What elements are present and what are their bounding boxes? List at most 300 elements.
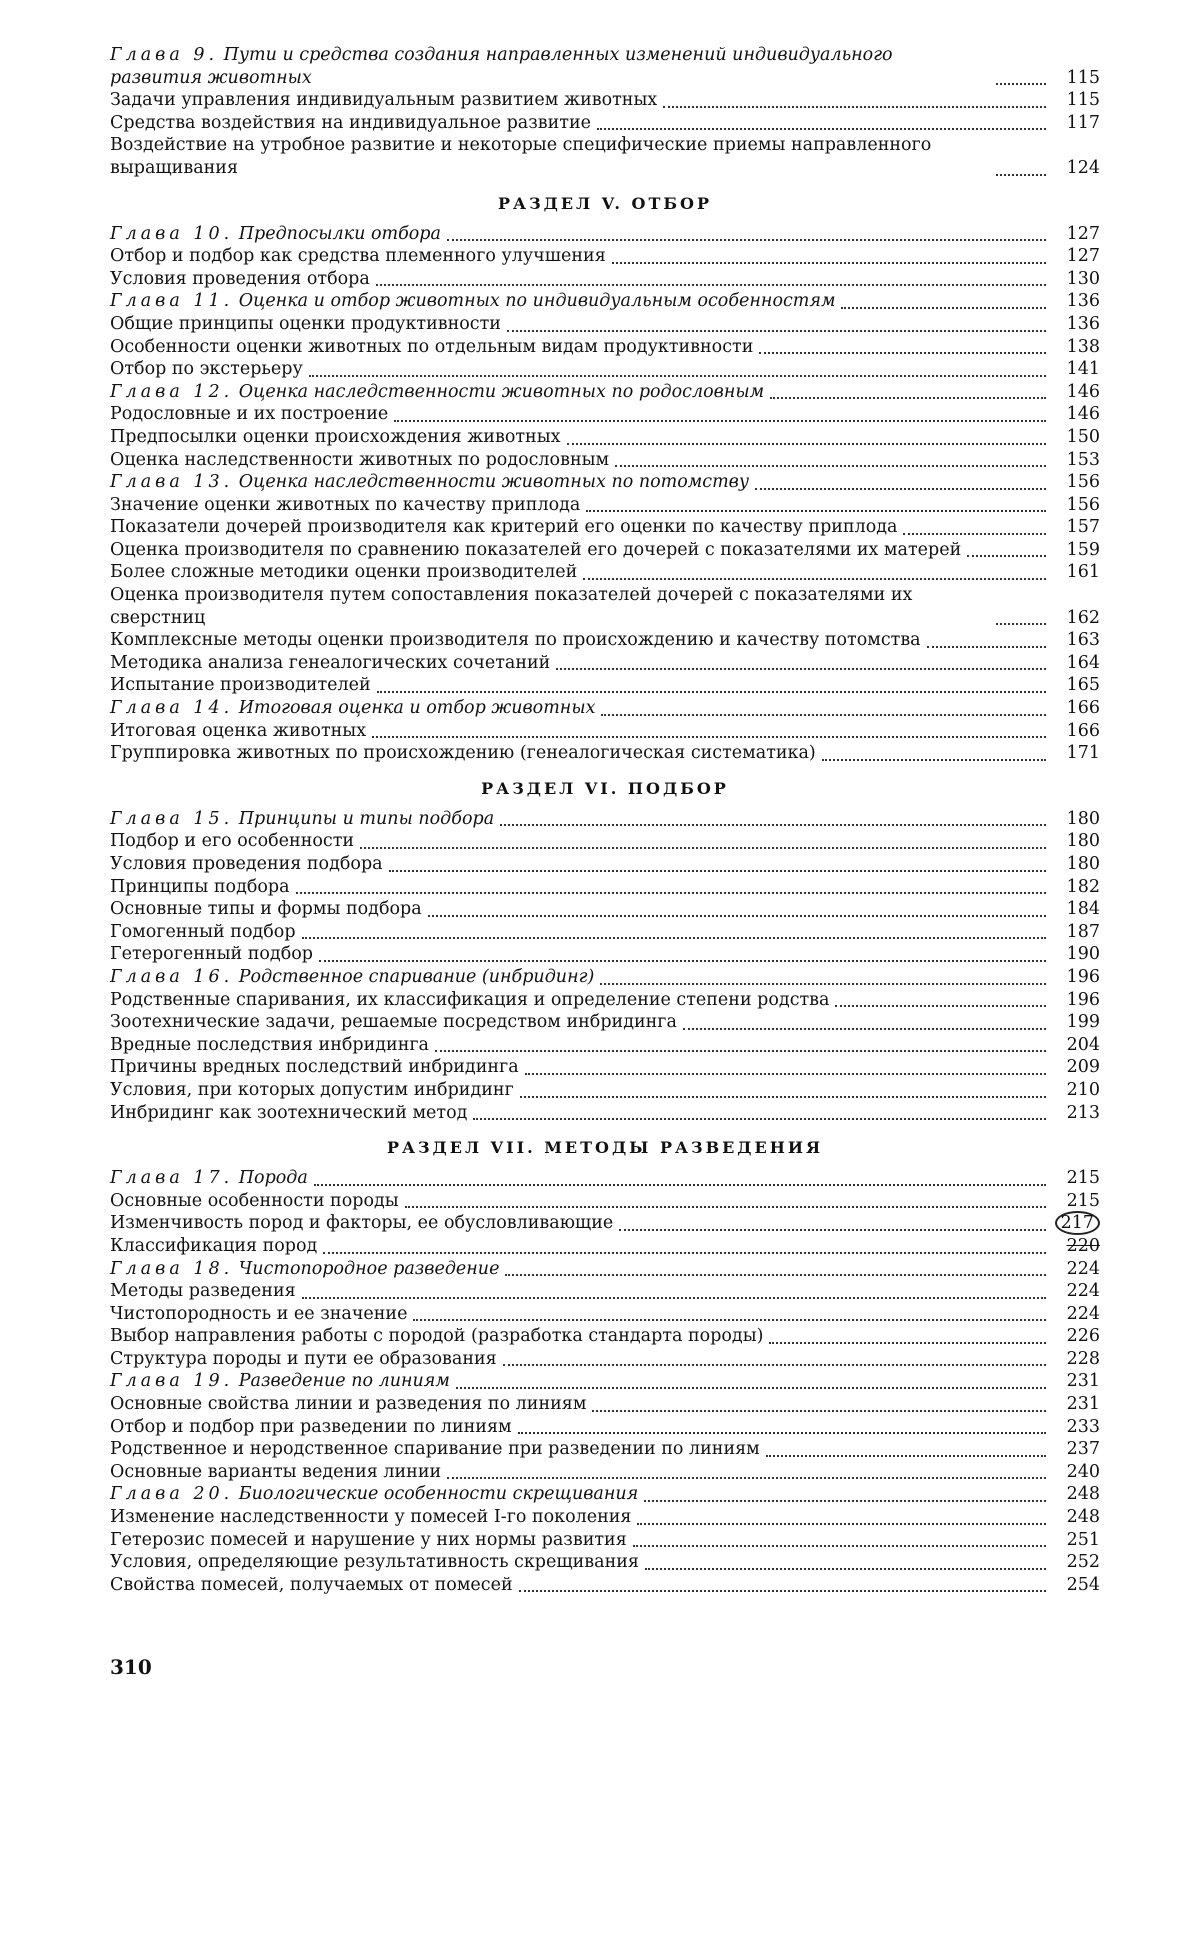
toc-entry[interactable] xyxy=(110,313,1100,336)
toc-entry[interactable] xyxy=(110,561,1100,584)
page-number: 310 xyxy=(110,1655,152,1679)
page-ref-value: 153 xyxy=(1066,449,1100,470)
toc-chapter[interactable] xyxy=(110,1167,1100,1190)
entry-title: Условия, определяющие результативность скрещивания xyxy=(110,1552,639,1573)
entry-title: Показатели дочерей производителя как критерий его оценки по качеству приплода xyxy=(110,517,898,538)
page-ref xyxy=(1052,830,1100,853)
toc-chapter[interactable] xyxy=(110,290,1100,313)
page-ref xyxy=(1052,1034,1100,1057)
leader-dots xyxy=(394,410,1046,422)
page-ref xyxy=(1052,607,1100,630)
toc-entry[interactable] xyxy=(110,742,1100,765)
page-ref-value: 171 xyxy=(1066,743,1100,764)
page-ref xyxy=(1052,921,1100,944)
entry-title: Чистопородность и ее значение xyxy=(110,1303,408,1324)
entry-title: Значение оценки животных по качеству приплода xyxy=(110,494,581,515)
toc-entry[interactable] xyxy=(110,1325,1100,1348)
page-ref xyxy=(1052,89,1100,112)
toc-entry[interactable] xyxy=(110,134,1100,179)
toc-entry[interactable] xyxy=(110,898,1100,921)
page-ref-value: 248 xyxy=(1066,1484,1100,1505)
toc-entry[interactable] xyxy=(110,1529,1100,1552)
toc-entry[interactable] xyxy=(110,1506,1100,1529)
chapter-number: Глава 19. xyxy=(110,1371,234,1392)
toc-entry[interactable] xyxy=(110,336,1100,359)
chapter-title: Оценка и отбор животных по индивидуальным особенностям xyxy=(238,291,836,312)
leader-dots xyxy=(663,96,1046,108)
entry-title: Более сложные методики оценки производителей xyxy=(110,562,578,583)
toc-entry[interactable] xyxy=(110,358,1100,381)
entry-title: Выбор направления работы с породой (разработка стандарта породы) xyxy=(110,1326,764,1347)
page-ref-value: 136 xyxy=(1066,313,1100,334)
toc-entry[interactable] xyxy=(110,268,1100,291)
page-ref xyxy=(1052,943,1100,966)
toc-entry[interactable] xyxy=(110,1056,1100,1079)
chapter-number: Глава 10. xyxy=(110,223,234,244)
toc-chapter[interactable] xyxy=(110,471,1100,494)
chapter-number: Глава 16. xyxy=(110,966,234,987)
leader-dots xyxy=(323,1242,1046,1254)
leader-dots xyxy=(447,229,1046,241)
page-ref-value: 190 xyxy=(1066,944,1100,965)
page-ref xyxy=(1052,223,1100,246)
page-ref xyxy=(1052,539,1100,562)
page-ref-value: 165 xyxy=(1066,675,1100,696)
entry-title: Оценка производителя путем сопоставления показателей дочерей с показателями их сверстниц xyxy=(110,585,913,628)
page-ref-value: 248 xyxy=(1066,1507,1100,1528)
leader-dots xyxy=(505,1264,1046,1276)
page-ref xyxy=(1052,1167,1100,1190)
leader-dots xyxy=(360,837,1046,849)
page-ref xyxy=(1052,336,1100,359)
leader-dots xyxy=(520,1086,1046,1098)
page-ref xyxy=(1052,67,1100,90)
toc-entry[interactable] xyxy=(110,1034,1100,1057)
page-ref xyxy=(1052,1551,1100,1574)
page-ref-value: 127 xyxy=(1066,223,1100,244)
leader-dots xyxy=(927,636,1046,648)
leader-dots xyxy=(567,433,1046,445)
page-ref xyxy=(1052,652,1100,675)
leader-dots xyxy=(447,1467,1046,1479)
toc-entry[interactable] xyxy=(110,112,1100,135)
page-ref-value: 180 xyxy=(1066,831,1100,852)
leader-dots xyxy=(473,1108,1046,1120)
toc-entry[interactable] xyxy=(110,830,1100,853)
toc-entry[interactable] xyxy=(110,1079,1100,1102)
entry-title: Условия проведения подбора xyxy=(110,854,383,874)
page-ref-value: 215 xyxy=(1066,1190,1100,1211)
entry-title: Гомогенный подбор xyxy=(110,921,296,942)
page-ref-value: 156 xyxy=(1066,472,1100,493)
leader-dots xyxy=(377,681,1046,693)
leader-dots xyxy=(583,568,1046,580)
entry-title: Зоотехнические задачи, решаемые посредством инбридинга xyxy=(110,1012,677,1033)
toc-entry[interactable] xyxy=(110,403,1100,426)
page-ref-value: 231 xyxy=(1066,1394,1100,1415)
page-ref xyxy=(1052,808,1100,831)
page-ref-value: 138 xyxy=(1066,336,1100,357)
page-ref xyxy=(1052,403,1100,426)
toc-entry[interactable] xyxy=(110,674,1100,697)
page-ref-value: 220 xyxy=(1066,1235,1100,1256)
leader-dots xyxy=(755,478,1046,490)
page-ref xyxy=(1052,1348,1100,1371)
toc-entry[interactable] xyxy=(110,921,1100,944)
page-ref xyxy=(1052,1529,1100,1552)
toc-entry[interactable] xyxy=(110,943,1100,966)
toc-chapter[interactable] xyxy=(110,44,1100,89)
section-heading: РАЗДЕЛ V. ОТБОР xyxy=(498,193,712,213)
leader-dots xyxy=(456,1377,1046,1389)
toc-entry[interactable] xyxy=(110,1461,1100,1484)
entry-title: Оценка производителя по сравнению показателей его дочерей с показателями их матерей xyxy=(110,539,962,560)
chapter-title: Оценка наследственности животных по потомству xyxy=(238,472,749,493)
entry-title: Родственное и неродственное спаривание при разведении по линиям xyxy=(110,1439,760,1460)
entry-title: Основные свойства линии и разведения по линиям xyxy=(110,1394,587,1415)
leader-dots xyxy=(302,1287,1046,1299)
toc-entry[interactable] xyxy=(110,516,1100,539)
toc-entry[interactable] xyxy=(110,853,1100,876)
leader-dots xyxy=(841,297,1046,309)
toc-entry[interactable] xyxy=(110,720,1100,743)
section-heading: РАЗДЕЛ VII. МЕТОДЫ РАЗВЕДЕНИЯ xyxy=(386,1138,824,1158)
page-ref-value: 117 xyxy=(1066,112,1100,133)
entry-title: Изменение наследственности у помесей I-го поколения xyxy=(110,1507,632,1528)
toc-entry[interactable] xyxy=(110,1280,1100,1303)
page-ref-value: 224 xyxy=(1066,1258,1100,1279)
page-ref-value: 217 xyxy=(1055,1211,1100,1235)
page-ref xyxy=(1052,1303,1100,1326)
toc-entry[interactable] xyxy=(110,1212,1100,1235)
entry-title: Родственные спаривания, их классификация и определение степени родства xyxy=(110,989,830,1010)
page-ref-value: 233 xyxy=(1066,1416,1100,1437)
leader-dots xyxy=(592,1400,1046,1412)
page-ref-value: 156 xyxy=(1066,494,1100,515)
toc-entry[interactable] xyxy=(110,449,1100,472)
page-ref xyxy=(1052,561,1100,584)
leader-dots xyxy=(597,118,1046,130)
page-ref-value: 209 xyxy=(1066,1057,1100,1078)
leader-dots xyxy=(633,1535,1046,1547)
leader-dots xyxy=(435,1040,1046,1052)
leader-dots xyxy=(996,73,1046,85)
toc-entry[interactable] xyxy=(110,1190,1100,1213)
page-ref xyxy=(1052,674,1100,697)
page-ref xyxy=(1052,966,1100,989)
leader-dots xyxy=(518,1422,1046,1434)
page-ref xyxy=(1052,157,1100,180)
page-ref xyxy=(1052,1235,1100,1258)
page-ref-value: 124 xyxy=(1066,157,1100,178)
page-ref-value: 251 xyxy=(1066,1529,1100,1550)
toc-entry[interactable] xyxy=(110,1011,1100,1034)
entry-title: Отбор и подбор при разведении по линиям xyxy=(110,1416,512,1437)
toc-chapter[interactable] xyxy=(110,223,1100,246)
chapter-title: Разведение по линиям xyxy=(238,1371,450,1392)
entry-title: Средства воздействия на индивидуальное развитие xyxy=(110,112,591,133)
chapter-title: Оценка наследственности животных по родословным xyxy=(238,381,765,402)
entry-title: Отбор по экстерьеру xyxy=(110,359,303,380)
page-ref xyxy=(1052,358,1100,381)
entry-title: Воздействие на утробное развитие и некоторые специфические приемы направленного выращивания xyxy=(110,135,932,178)
leader-dots xyxy=(644,1490,1046,1502)
page-ref-value: 226 xyxy=(1066,1326,1100,1347)
leader-dots xyxy=(319,950,1046,962)
toc-chapter[interactable] xyxy=(110,1370,1100,1393)
chapter-number: Глава 17. xyxy=(110,1168,234,1189)
page-ref-value: 215 xyxy=(1066,1168,1100,1189)
leader-dots xyxy=(309,365,1046,377)
toc-chapter[interactable] xyxy=(110,1483,1100,1506)
page-ref xyxy=(1052,876,1100,899)
page-ref xyxy=(1052,1370,1100,1393)
entry-title: Особенности оценки животных по отдельным видам продуктивности xyxy=(110,336,754,357)
leader-dots xyxy=(615,455,1046,467)
leader-dots xyxy=(500,814,1046,826)
page-ref-value: 157 xyxy=(1066,517,1100,538)
toc-entry[interactable] xyxy=(110,1393,1100,1416)
page-ref-value: 162 xyxy=(1066,607,1100,628)
chapter-title: Чистопородное разведение xyxy=(238,1258,500,1279)
entry-title: Итоговая оценка животных xyxy=(110,720,367,741)
toc-entry[interactable] xyxy=(110,426,1100,449)
leader-dots xyxy=(903,523,1046,535)
page-ref-value: 166 xyxy=(1066,698,1100,719)
leader-dots xyxy=(645,1558,1046,1570)
toc-entry[interactable] xyxy=(110,584,1100,629)
page-ref xyxy=(1052,449,1100,472)
chapter-title: Порода xyxy=(238,1168,308,1189)
page-ref xyxy=(1052,720,1100,743)
entry-title: Испытание производителей xyxy=(110,675,371,696)
page-ref-value: 182 xyxy=(1066,876,1100,897)
page-ref xyxy=(1052,245,1100,268)
page-ref xyxy=(1052,112,1100,135)
page-ref-value: 146 xyxy=(1066,404,1100,425)
page-ref xyxy=(1052,1393,1100,1416)
page-ref xyxy=(1052,1212,1100,1235)
leader-dots xyxy=(314,1174,1046,1186)
toc-entry[interactable] xyxy=(110,629,1100,652)
toc-chapter[interactable] xyxy=(110,381,1100,404)
page-ref-value: 224 xyxy=(1066,1281,1100,1302)
toc-entry[interactable] xyxy=(110,494,1100,517)
entry-title: Условия, при которых допустим инбридинг xyxy=(110,1079,514,1100)
entry-title: Причины вредных последствий инбридинга xyxy=(110,1057,519,1078)
leader-dots xyxy=(759,342,1046,354)
leader-dots xyxy=(405,1196,1046,1208)
leader-dots xyxy=(519,1580,1046,1592)
chapter-number: Глава 14. xyxy=(110,698,234,719)
page-ref xyxy=(1052,1011,1100,1034)
leader-dots xyxy=(302,927,1046,939)
page-ref xyxy=(1052,1325,1100,1348)
entry-title: Группировка животных по происхождению (генеалогическая систематика) xyxy=(110,743,816,764)
entry-title: Инбридинг как зоотехнический метод xyxy=(110,1102,468,1123)
leader-dots xyxy=(525,1063,1046,1075)
page-ref-value: 204 xyxy=(1066,1034,1100,1055)
page-ref xyxy=(1052,1190,1100,1213)
page-ref-value: 127 xyxy=(1066,246,1100,267)
entry-title: Оценка наследственности животных по родословным xyxy=(110,449,610,470)
entry-title: Вредные последствия инбридинга xyxy=(110,1034,429,1055)
leader-dots xyxy=(556,658,1046,670)
entry-title: Методы разведения xyxy=(110,1281,296,1302)
page-ref-value: 237 xyxy=(1066,1439,1100,1460)
page-ref xyxy=(1052,697,1100,720)
chapter-title: Родственное спаривание (инбридинг) xyxy=(238,966,595,987)
toc-entry[interactable] xyxy=(110,989,1100,1012)
chapter-number: Глава 18. xyxy=(110,1258,234,1279)
toc-entry[interactable] xyxy=(110,1551,1100,1574)
entry-title: Гетерозис помесей и нарушение у них нормы развития xyxy=(110,1529,627,1550)
entry-title: Подбор и его особенности xyxy=(110,831,355,852)
leader-dots xyxy=(428,905,1046,917)
toc-chapter[interactable] xyxy=(110,966,1100,989)
page-ref xyxy=(1052,742,1100,765)
page-ref xyxy=(1052,1483,1100,1506)
table-of-contents xyxy=(110,44,1100,1596)
chapter-number: Глава 15. xyxy=(110,808,234,829)
leader-dots xyxy=(612,252,1046,264)
leader-dots xyxy=(586,500,1046,512)
chapter-number: Глава 11. xyxy=(110,291,234,312)
page-ref xyxy=(1052,290,1100,313)
toc-entry[interactable] xyxy=(110,1102,1100,1125)
chapter-title: Принципы и типы подбора xyxy=(238,808,495,829)
page-ref-value: 136 xyxy=(1066,291,1100,312)
page-ref xyxy=(1052,1506,1100,1529)
toc-chapter[interactable] xyxy=(110,697,1100,720)
toc-entry[interactable] xyxy=(110,1438,1100,1461)
chapter-number: Глава 12. xyxy=(110,381,234,402)
page-ref-value: 196 xyxy=(1066,966,1100,987)
entry-title: Задачи управления индивидуальным развитием животных xyxy=(110,90,658,111)
page-ref-value: 163 xyxy=(1066,630,1100,651)
page-ref xyxy=(1052,1461,1100,1484)
toc-chapter[interactable] xyxy=(110,808,1100,831)
page-ref-value: 180 xyxy=(1066,808,1100,829)
page-ref-value: 146 xyxy=(1066,381,1100,402)
page-ref-value: 115 xyxy=(1066,67,1100,88)
page-ref-value: 224 xyxy=(1066,1303,1100,1324)
page-ref-value: 199 xyxy=(1066,1012,1100,1033)
leader-dots xyxy=(770,387,1046,399)
entry-title: Методика анализа генеалогических сочетаний xyxy=(110,652,551,673)
toc-entry[interactable] xyxy=(110,245,1100,268)
page-ref xyxy=(1052,853,1100,876)
section-heading: РАЗДЕЛ VI. ПОДБОР xyxy=(481,778,729,798)
leader-dots xyxy=(601,704,1046,716)
entry-title: Основные типы и формы подбора xyxy=(110,899,422,920)
entry-title: Свойства помесей, получаемых от помесей xyxy=(110,1574,513,1595)
page-ref-value: 164 xyxy=(1066,652,1100,673)
leader-dots xyxy=(967,545,1046,557)
page-ref-value: 228 xyxy=(1066,1348,1100,1369)
page-ref xyxy=(1052,516,1100,539)
page-ref-value: 254 xyxy=(1066,1574,1100,1595)
entry-title: Изменчивость пород и факторы, ее обусловливающие xyxy=(110,1213,614,1234)
entry-title: Условия проведения отбора xyxy=(110,268,370,289)
page-ref-value: 130 xyxy=(1066,268,1100,289)
toc-entry[interactable] xyxy=(110,1348,1100,1371)
leader-dots xyxy=(296,882,1046,894)
toc-entry[interactable] xyxy=(110,1416,1100,1439)
page-ref xyxy=(1052,426,1100,449)
page-ref-value: 180 xyxy=(1066,854,1100,874)
toc-entry[interactable] xyxy=(110,1303,1100,1326)
page-ref xyxy=(1052,1258,1100,1281)
leader-dots xyxy=(822,749,1046,761)
leader-dots xyxy=(996,164,1046,176)
page-ref xyxy=(1052,1079,1100,1102)
toc-entry[interactable] xyxy=(110,876,1100,899)
page-ref-value: 231 xyxy=(1066,1371,1100,1392)
chapter-number: Глава 9. xyxy=(110,45,219,65)
page-ref xyxy=(1052,1280,1100,1303)
entry-title: Общие принципы оценки продуктивности xyxy=(110,313,501,334)
leader-dots xyxy=(507,320,1046,332)
page-ref xyxy=(1052,1438,1100,1461)
page-ref-value: 213 xyxy=(1066,1102,1100,1123)
page-ref xyxy=(1052,898,1100,921)
page-ref-value: 210 xyxy=(1066,1079,1100,1100)
page-ref xyxy=(1052,629,1100,652)
chapter-number: Глава 20. xyxy=(110,1484,234,1505)
toc-entry[interactable] xyxy=(110,652,1100,675)
entry-title: Родословные и их построение xyxy=(110,404,389,425)
page-ref-value: 115 xyxy=(1066,90,1100,111)
toc-entry[interactable] xyxy=(110,1574,1100,1597)
toc-entry[interactable] xyxy=(110,1235,1100,1258)
page-ref xyxy=(1052,1416,1100,1439)
entry-title: Принципы подбора xyxy=(110,876,290,897)
chapter-number: Глава 13. xyxy=(110,472,234,493)
leader-dots xyxy=(600,973,1046,985)
chapter-title: Биологические особенности скрещивания xyxy=(238,1484,639,1505)
entry-title: Предпосылки оценки происхождения животных xyxy=(110,426,561,447)
leader-dots xyxy=(376,274,1046,286)
entry-title: Основные варианты ведения линии xyxy=(110,1461,442,1482)
entry-title: Гетерогенный подбор xyxy=(110,944,313,965)
leader-dots xyxy=(389,860,1046,872)
toc-entry[interactable] xyxy=(110,539,1100,562)
leader-dots xyxy=(413,1309,1046,1321)
leader-dots xyxy=(637,1513,1046,1525)
entry-title: Структура породы и пути ее образования xyxy=(110,1348,497,1369)
page-ref-value: 184 xyxy=(1066,899,1100,920)
toc-entry[interactable] xyxy=(110,89,1100,112)
page-ref-value: 252 xyxy=(1066,1552,1100,1573)
entry-title: Отбор и подбор как средства племенного улучшения xyxy=(110,246,606,267)
page-ref-value: 166 xyxy=(1066,720,1100,741)
leader-dots xyxy=(766,1445,1046,1457)
leader-dots xyxy=(769,1332,1046,1344)
page-ref-value: 150 xyxy=(1066,426,1100,447)
page-ref xyxy=(1052,989,1100,1012)
leader-dots xyxy=(619,1219,1046,1231)
chapter-title: Итоговая оценка и отбор животных xyxy=(238,698,596,719)
leader-dots xyxy=(372,726,1046,738)
page-ref-value: 161 xyxy=(1066,562,1100,583)
leader-dots xyxy=(996,613,1046,625)
page-ref xyxy=(1052,494,1100,517)
toc-chapter[interactable] xyxy=(110,1258,1100,1281)
entry-title: Классификация пород xyxy=(110,1235,318,1256)
page-ref xyxy=(1052,313,1100,336)
chapter-title: Предпосылки отбора xyxy=(238,223,441,244)
